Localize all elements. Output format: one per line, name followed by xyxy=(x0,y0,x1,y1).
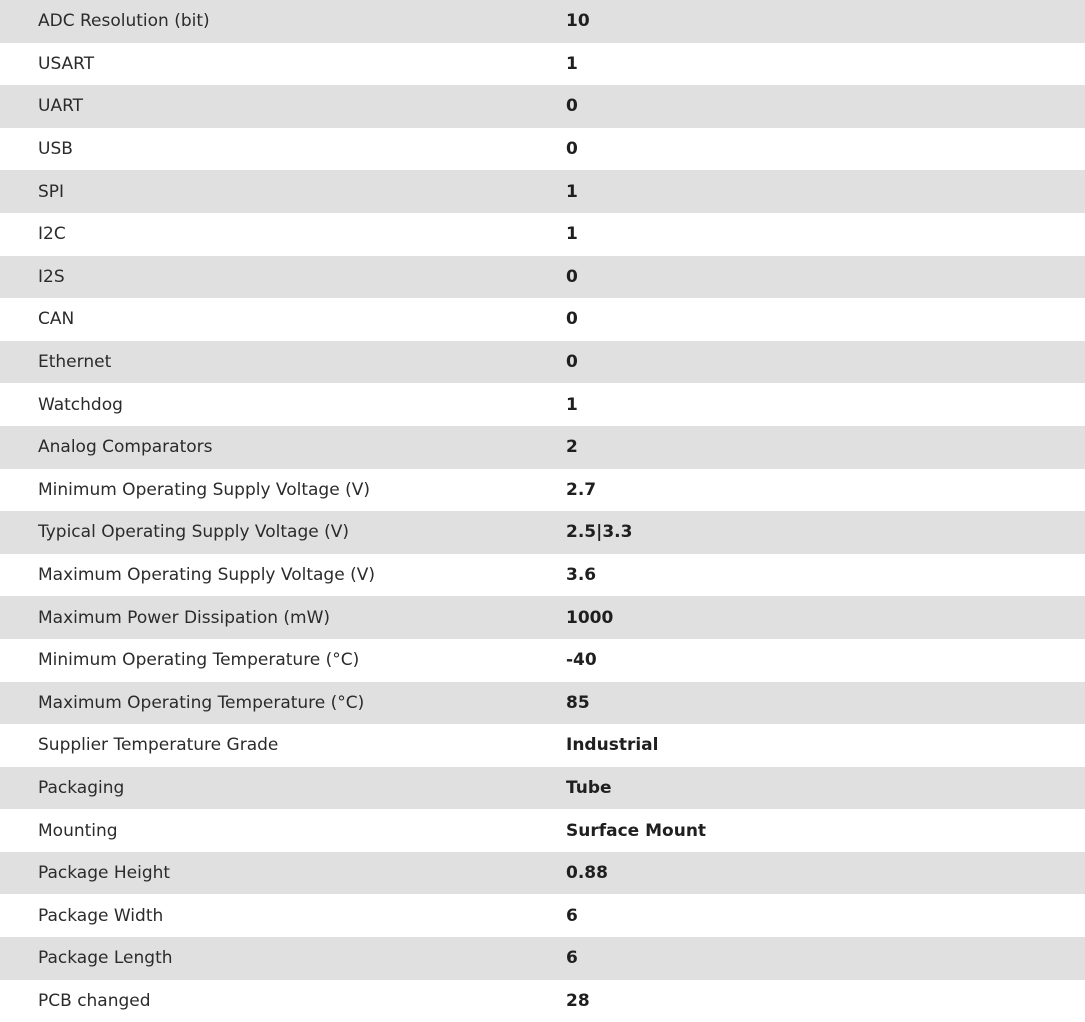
spec-label: Minimum Operating Supply Voltage (V) xyxy=(0,469,566,512)
spec-value: 1000 xyxy=(566,596,1085,639)
spec-row-max-supply-voltage xyxy=(0,554,1085,597)
spec-row-ethernet xyxy=(0,341,1085,384)
spec-row-uart xyxy=(0,85,1085,128)
spec-label: CAN xyxy=(0,298,566,341)
spec-value: 0.88 xyxy=(566,852,1085,895)
spec-value: 2 xyxy=(566,426,1085,469)
spec-row-usb xyxy=(0,128,1085,171)
spec-value: 10 xyxy=(566,0,1085,43)
spec-row-pcb-changed xyxy=(0,980,1085,1022)
spec-row-max-operating-temp xyxy=(0,682,1085,725)
spec-label: Supplier Temperature Grade xyxy=(0,724,566,767)
spec-row-min-operating-temp xyxy=(0,639,1085,682)
spec-row-usart xyxy=(0,43,1085,86)
spec-row-max-power-dissipation xyxy=(0,596,1085,639)
spec-row-package-length xyxy=(0,937,1085,980)
spec-row-i2s xyxy=(0,256,1085,299)
spec-value: 6 xyxy=(566,894,1085,937)
spec-value: 1 xyxy=(566,383,1085,426)
spec-row-package-height xyxy=(0,852,1085,895)
spec-value: 3.6 xyxy=(566,554,1085,597)
spec-value: 2.5|3.3 xyxy=(566,511,1085,554)
spec-label: Ethernet xyxy=(0,341,566,384)
spec-label: I2C xyxy=(0,213,566,256)
spec-label: USB xyxy=(0,128,566,171)
spec-row-typ-supply-voltage xyxy=(0,511,1085,554)
spec-row-spi xyxy=(0,170,1085,213)
spec-label: PCB changed xyxy=(0,980,566,1022)
spec-value: 0 xyxy=(566,341,1085,384)
spec-value: 0 xyxy=(566,256,1085,299)
spec-row-temperature-grade xyxy=(0,724,1085,767)
spec-value: 2.7 xyxy=(566,469,1085,512)
spec-value: 28 xyxy=(566,980,1085,1022)
spec-value: 85 xyxy=(566,682,1085,725)
spec-label: ADC Resolution (bit) xyxy=(0,0,566,43)
spec-value: 0 xyxy=(566,298,1085,341)
spec-label: Mounting xyxy=(0,809,566,852)
spec-value: 0 xyxy=(566,128,1085,171)
spec-label: Watchdog xyxy=(0,383,566,426)
spec-row-analog-comparators xyxy=(0,426,1085,469)
spec-row-mounting xyxy=(0,809,1085,852)
spec-value: -40 xyxy=(566,639,1085,682)
spec-value: 1 xyxy=(566,43,1085,86)
spec-value: 1 xyxy=(566,170,1085,213)
spec-row-adc-resolution xyxy=(0,0,1085,43)
spec-label: SPI xyxy=(0,170,566,213)
spec-value: 1 xyxy=(566,213,1085,256)
spec-label: Maximum Power Dissipation (mW) xyxy=(0,596,566,639)
spec-value: 6 xyxy=(566,937,1085,980)
spec-label: I2S xyxy=(0,256,566,299)
spec-row-package-width xyxy=(0,894,1085,937)
spec-label: Package Length xyxy=(0,937,566,980)
spec-value: Industrial xyxy=(566,724,1085,767)
spec-row-i2c xyxy=(0,213,1085,256)
spec-label: Analog Comparators xyxy=(0,426,566,469)
spec-label: Maximum Operating Supply Voltage (V) xyxy=(0,554,566,597)
spec-row-can xyxy=(0,298,1085,341)
spec-label: Typical Operating Supply Voltage (V) xyxy=(0,511,566,554)
spec-row-packaging xyxy=(0,767,1085,810)
spec-value: Surface Mount xyxy=(566,809,1085,852)
spec-value: Tube xyxy=(566,767,1085,810)
spec-label: USART xyxy=(0,43,566,86)
spec-row-min-supply-voltage xyxy=(0,469,1085,512)
spec-label: Minimum Operating Temperature (°C) xyxy=(0,639,566,682)
spec-label: Package Width xyxy=(0,894,566,937)
spec-row-watchdog xyxy=(0,383,1085,426)
spec-value: 0 xyxy=(566,85,1085,128)
spec-label: Package Height xyxy=(0,852,566,895)
spec-label: Maximum Operating Temperature (°C) xyxy=(0,682,566,725)
spec-label: UART xyxy=(0,85,566,128)
spec-label: Packaging xyxy=(0,767,566,810)
